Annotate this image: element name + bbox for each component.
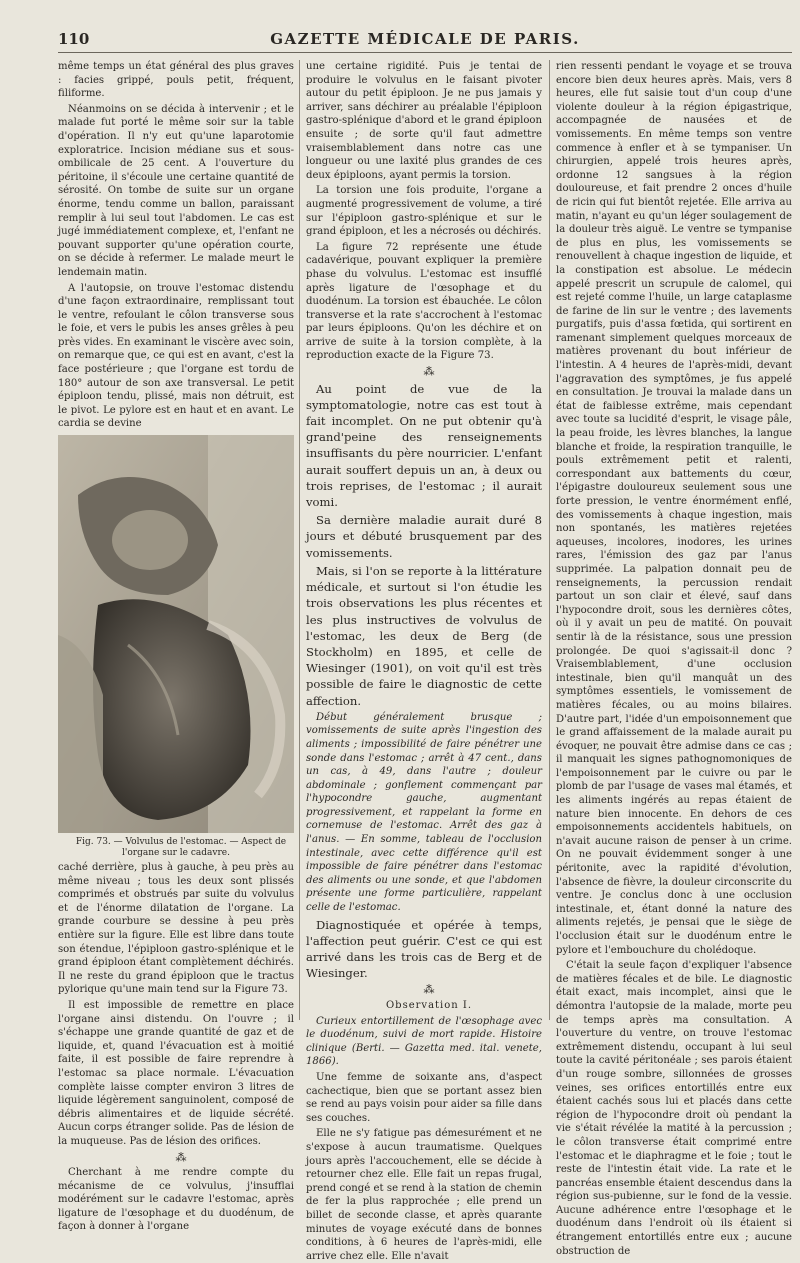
paragraph: Cherchant à me rendre compte du mécanisme de ce volvulus, j'insufflai modérément sur le cadavre l'estomac, après ligature de l'œsophage et du duodénum, de façon à donner à l'organe	[58, 1167, 294, 1233]
symptoms-paragraph: Début généralement brusque ; vomissements de suite après l'ingestion des aliments ; impossibilité de faire pénétrer une sonde dans l'estomac ; arrêt à 47 cent., dans un cas, à 49, dans l'autre ; douleur abdominale ; gonflement commençant par l'hypocondre gauche, augmentant progressivement, et rappelant la forme en cornemuse de l'estomac. Arrêt des gaz à l'anus. — En somme, tableau de l'occlusion intestinale, avec cette différence qu'il est impossible de faire pénétrer dans l'estomac des aliments ou une sonde, et que l'abdomen présente une forme particulière, rappelant celle de l'estomac.	[306, 711, 542, 914]
stomach-volvulus-illustration	[58, 435, 294, 833]
paragraph: rien ressenti pendant le voyage et se trouva encore bien deux heures après. Mais, vers 8 heures, elle fut saisie tout d'un coup d'une violente douleur à la région épigastrique, accompagnée de nausées et de vomissements. En même temps son ventre commence à enfler et à se tympaniser. Un chirurgien, appelé trois heures après, ordonne 12 sangsues à la région douloureuse, et fait prendre 2 onces d'huile de ricin qui fut bientôt rejetée. Elle arriva au matin, n'ayant eu qu'un léger soulagement de la douleur très aiguë. Le ventre se tympanise de plus en plus, les vomissements se renouvellent à chaque ingestion de liquide, et la constipation est absolue. Le médecin appelé prescrit un scrupule de calomel, qui est rejeté comme l'huile, un large cataplasme de farine de lin sur le ventre ; des lavements purgatifs, puis d'assa fœtida, qui sortirent en ramenant simplement quelques morceaux de matières provenant du bout inférieur de l'intestin. A 4 heures de l'après-midi, devant l'aggravation des symptômes, je fus appelé en consultation. Je trouvai la malade dans un état de faiblesse extrême, mais cependant avec toute sa lucidité d'esprit, le visage pâle, la peau froide, les lèvres blanches, la langue blanche et froide, la respiration tranquille, le pouls extrêmement petit et ralenti, correspondant aux battements du cœur, l'épigastre douloureux seulement sous une forte pression, le ventre énormément enflé, des vomissements à chaque ingestion, mais non spontanés, les matières rejetées aqueuses, incolores, inodores, les urines rares, l'émission des gaz par l'anus supprimée. La palpation donnait peu de renseignements, la percussion rendait partout un son clair et élevé, sauf dans l'hypocondre droit, sous les dernières côtes, où il y avait un peu de matité. On pouvait sentir là de la résistance, sous une pression prolongée. De quoi s'agissait-il donc ? Vraisemblablement, d'une occlusion intestinale, bien qu'il manquât un des symptômes essentiels, le vomissement de matières fécales, ou au moins bilaires. D'autre part, l'idée d'un empoisonnement que le grand affaissement de la malade aurait pu évoquer, ne pouvait être admise dans ce cas ; il manquait les signes pathognomoniques de l'empoisonnement par le cuivre ou par le plomb de par l'usage de vases mal étamés, et les aliments ingérés au repas étaient de nature bien innocente. En dehors de ces empoisonnements accidentels habituels, on n'avait aucune raison de penser à un crime. On ne pouvait évidemment songer à une péritonite, avec la rapidité d'évolution, l'absence de fièvre, la douleur circonscrite du ventre. Je conclus donc à une occlusion intestinale, et, étant donné la nature des aliments rejetés, je pensai que le siège de l'occlusion était sur le duodénum entre le pylore et l'embouchure du cholédoque.	[556, 61, 792, 956]
page-number: 110	[58, 30, 90, 48]
paragraph: La figure 72 représente une étude cadavérique, pouvant expliquer la première phase du volvulus. L'estomac est insufflé après ligature de l'œsophage et du duodénum. La torsion est ébauchée. Le côlon transverse et la rate s'accrochent à l'estomac par leurs épiploons. Qu'on les déchire et on arrive de suite à la torsion complète, à la reproduction exacte de la Figure 73.	[306, 241, 542, 362]
paragraph: Une femme de soixante ans, d'aspect cachectique, bien que se portant assez bien se rend au pays voisin pour aider sa fille dans ses couches.	[306, 1072, 542, 1124]
observation-title: Observation I.	[385, 1000, 473, 1012]
paragraph: Néanmoins on se décida à intervenir ; et le malade fut porté le même soir sur la table d'opération. Il n'y eut qu'une laparotomie exploratrice. Incision médiane sus et sous-ombilicale de 25 cent. A l'ouverture du péritoine, il s'écoule une certaine quantité de sérosité. On tombe de suite sur un organe énorme, tendu comme un ballon, paraissant remplir à lui seul tout l'abdomen. Le cas est jugé immédiatement complexe, et, l'enfant ne pouvant supporter qu'une opération courte, on se décide à refermer. Le malade meurt le lendemain matin.	[58, 103, 294, 278]
column-1	[58, 60, 294, 1233]
journal-title: GAZETTE MÉDICALE DE PARIS.	[270, 30, 580, 48]
paragraph: même temps un état général des plus graves : facies grippé, pouls petit, fréquent, filiforme.	[58, 61, 294, 100]
column-divider	[549, 60, 550, 1020]
section-stars: ⁂	[175, 1150, 187, 1164]
paragraph: Au point de vue de la symptomatologie, notre cas est tout à fait incomplet. On ne put obtenir qu'à grand'peine des renseignements insuffisants du père nourricier. L'enfant aurait souffert depuis un an, à deux ou trois reprises, de l'estomac ; il aurait vomi.	[306, 381, 542, 510]
paragraph: La torsion une fois produite, l'organe a augmenté progressivement de volume, a tiré sur l'épiploon gastro-splénique et sur le grand épiploon, et les a nécrosés ou déchirés.	[306, 185, 542, 238]
paragraph: Mais, si l'on se reporte à la littérature médicale, et surtout si l'on étudie les trois observations les plus récentes et les plus instructives de volvulus de l'estomac, les deux de Berg (de Stockholm) en 1895, et celle de Wiesinger (1901), on voit qu'il est très possible de faire le diagnostic de cette affection.	[306, 563, 542, 708]
header-rule	[58, 52, 792, 53]
paragraph: Il est impossible de remettre en place l'organe ainsi distendu. On l'ouvre ; il s'échappe une grande quantité de gaz et de liquide, et, quand l'évacuation est à moitié faite, il est possible de faire reprendre à l'estomac sa place normale. L'évacuation complète laisse compter environ 3 litres de liquide légèrement sanguinolent, composé de débris alimentaires et de liquide sécrété. Aucun corps étranger solide. Pas de lésion de la muqueuse. Pas de lésion des orifices.	[58, 999, 294, 1147]
paragraph: Elle ne s'y fatigue pas démesurément et ne s'expose à aucun traumatisme. Quelques jours après l'accouchement, elle se décide à retourner chez elle. Elle fait un repas frugal, prend congé et se rend à la station de chemin de fer la plus rapprochée ; elle prend un billet de seconde classe, et après quarante minutes de voyage exécuté dans de bonnes conditions, à 6 heures de l'après-midi, elle arrive chez elle. Elle n'avait	[306, 1128, 542, 1262]
paragraph: A l'autopsie, on trouve l'estomac distendu d'une façon extraordinaire, remplissant tout le ventre, refoulant le côlon transverse sous le foie, et vers le pubis les anses grêles à peu près vides. En examinant le viscère avec soin, on remarque que, ce qui est en avant, c'est la face postérieure ; que l'organe est tordu de 180° autour de son axe transversal. Le petit épiploon tendu, plissé, mais non détruit, est le pivot. Le pylore est en haut et en avant. Le cardia se devine	[58, 282, 294, 430]
column-3	[556, 60, 792, 1257]
observation-subtitle: Curieux entortillement de l'œsophage avec le duodénum, suivi de mort rapide. Histoire clinique (Berti. — Gazetta med. ital. venete, 1866).	[306, 1015, 542, 1068]
column-divider	[299, 60, 300, 1020]
page-header	[58, 30, 792, 50]
section-stars: ⁂	[423, 365, 435, 379]
figure-caption: Fig. 73. — Volvulus de l'estomac. — Aspect de l'organe sur le cadavre.	[75, 837, 287, 859]
paragraph: Diagnostiquée et opérée à temps, l'affection peut guérir. C'est ce qui est arrivé dans les trois cas de Berg et de Wiesinger.	[306, 917, 542, 981]
column-2	[306, 60, 542, 1262]
figure-73-photo	[58, 435, 294, 833]
paragraph: une certaine rigidité. Puis je tentai de produire le volvulus en le faisant pivoter autour du petit épiploon. Je ne pus jamais y arriver, sans déchirer au préalable l'épiploon gastro-splénique d'abord et le grand épiploon ensuite ; de sorte qu'il faut admettre vraisemblablement dans notre cas une longueur ou une laxité plus grandes de ces deux épiploons, ayant permis la torsion.	[306, 61, 542, 181]
paragraph: Sa dernière maladie aurait duré 8 jours et débuté brusquement par des vomissements.	[306, 513, 542, 560]
paragraph: C'était la seule façon d'expliquer l'absence de matières fécales et de bile. Le diagnostic était exact, mais incomplet, ainsi que le démontra l'autopsie de la malade, morte peu de temps après ma consultation. A l'ouverture du ventre, on trouve l'estomac extrêmement distendu, occupant à lui seul toute la cavité péritonéale ; ses parois étaient d'un rouge sombre, sillonnées de grosses veines, ses orifices entortillés entre eux étaient cachés sous lui et placés dans cette région de l'hypocondre droit où pendant la vie s'était révélée la matité à la percussion ; le côlon transverse était comprimé entre l'estomac et le diaphragme et le foie ; tout le reste de l'intestin était vide. La rate et le pancréas ensemble étaient descendus dans la région sus-pubienne, sur le fond de la vessie. Aucune adhérence entre l'œsophage et le duodénum dans l'endroit où ils étaient si étrangement entortillés entre eux ; aucune obstruction de	[556, 960, 792, 1257]
paragraph: caché derrière, plus à gauche, à peu près au même niveau ; tous les deux sont plissés comprimés et obstrués par suite du volvulus et de l'énorme dilatation de l'organe. La grande courbure se dessine à peu près entière sur la figure. Elle est libre dans toute son étendue, l'épiploon gastro-splénique et le grand épiploon étant complètement déchirés. Il ne reste du grand épiploon que le tractus pylorique qu'une main tend sur la Figure 73.	[58, 862, 294, 996]
section-stars: ⁂	[423, 983, 435, 997]
